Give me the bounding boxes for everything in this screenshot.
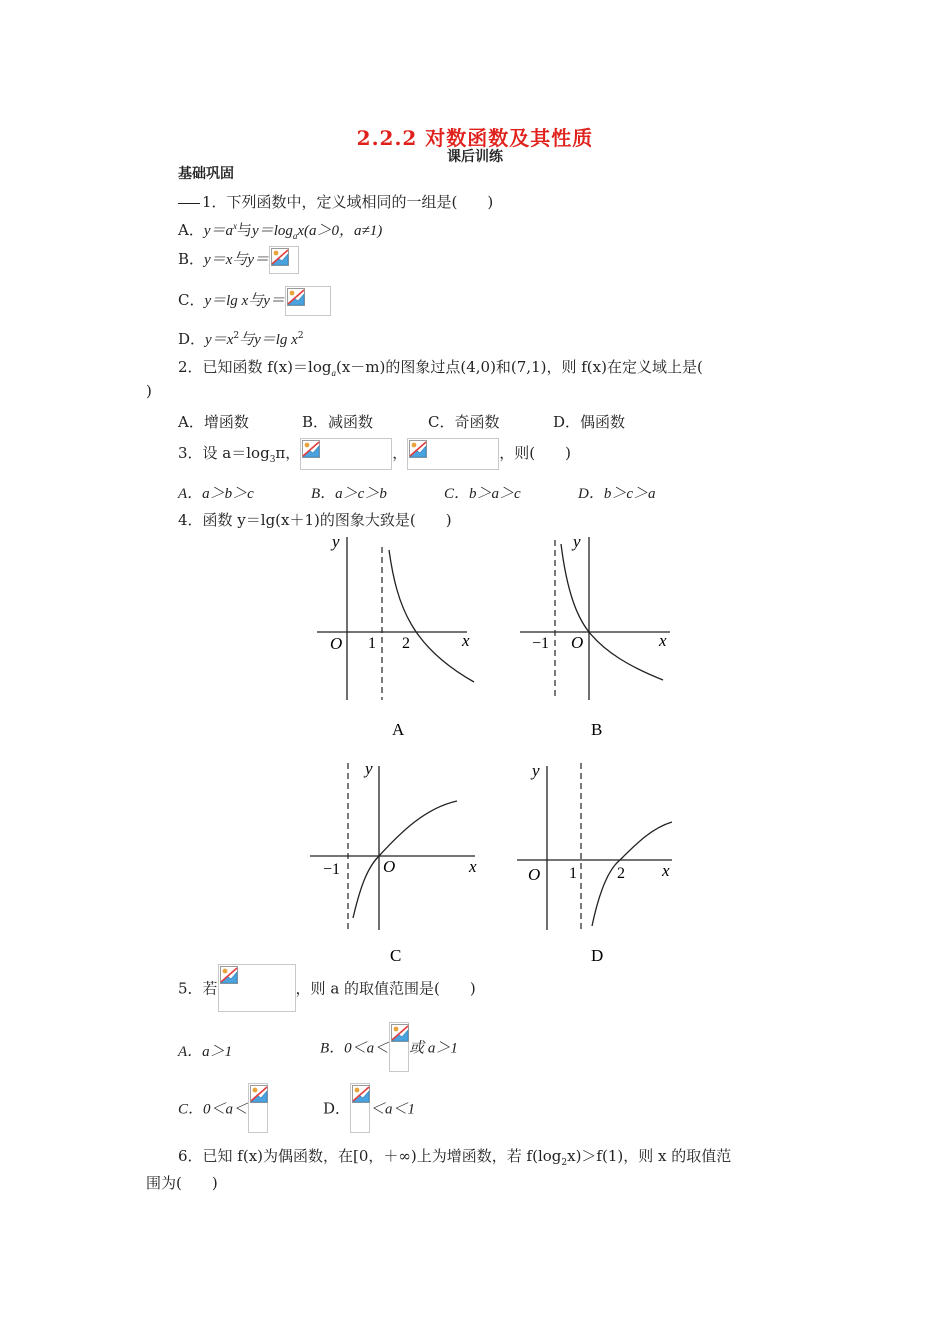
y-label: y (532, 761, 540, 780)
x-label: x (469, 857, 477, 876)
curve (353, 801, 457, 918)
tick-label: −1 (323, 861, 341, 878)
q1-option-b: B．y＝x与y＝ (178, 246, 299, 274)
q5-option-b: B．0＜a＜ 或 a＞1 (320, 1022, 458, 1072)
q3-option-b: B．a＞c＞b (311, 486, 387, 502)
graph-a (312, 532, 487, 742)
q2-stem: 2．已知函数 $f(x)=\log_a(x-m)$的图象过点(4,0)和(7,1)，则 f(x)在定义域上是( (178, 358, 703, 378)
q3-stem: 3．设 $a=\log_3\pi$， ， ，则( ) (178, 438, 571, 470)
missing-image-icon (285, 286, 331, 316)
q1-option-c: C．y＝lg x与y＝ (178, 286, 331, 316)
q4-stem: 4．函数 y＝lg(x＋1)的图象大致是( ) (178, 511, 452, 529)
origin-label: O (330, 634, 343, 653)
q3-option-c: C．b＞a＞c (444, 486, 521, 502)
q5-option-c: C．0＜a＜ (178, 1083, 268, 1133)
tick-label: 2 (617, 865, 625, 882)
q2-option-d: D．偶函数 (553, 413, 626, 431)
curve (561, 544, 663, 680)
q1-dash (178, 203, 200, 204)
q2-option-a: A．增函数 (178, 413, 249, 431)
missing-image-icon (269, 246, 299, 274)
q5-option-d: D． ＜a＜1 (323, 1083, 415, 1133)
q6-stem: 6．已知 f(x)为偶函数，在[0，＋∞)上为增函数，若 $f(\log_2x)>f(1)$，则 x 的取值范 (178, 1147, 732, 1168)
y-label: y (365, 759, 373, 778)
origin-label: O (528, 865, 541, 884)
tick-label: −1 (532, 635, 550, 652)
q2-stem-line2: ) (146, 382, 152, 400)
missing-image-icon (350, 1083, 370, 1133)
q3-option-a: A．a＞b＞c (178, 486, 254, 502)
q2-option-b: B．减函数 (302, 413, 374, 431)
tick-label: 1 (569, 865, 577, 882)
origin-label: O (571, 633, 584, 652)
q2-option-c: C．奇函数 (428, 413, 500, 431)
graph-caption: D (591, 946, 604, 965)
q5-stem: 5．若 ，则 a 的取值范围是( ) (178, 964, 476, 1012)
graph-caption: C (390, 946, 402, 965)
missing-image-icon (389, 1022, 409, 1072)
missing-image-icon (407, 438, 499, 470)
y-label: y (332, 532, 340, 551)
q3-option-d: D．b＞c＞a (578, 486, 656, 502)
graph-c (305, 758, 490, 968)
tick-label: 1 (368, 635, 376, 652)
q6-stem-line2: 围为( ) (146, 1174, 218, 1192)
missing-image-icon (248, 1083, 268, 1133)
q1-option-d: D．$y=x^2$与y＝lg $x^2$ (178, 330, 304, 348)
missing-image-icon (300, 438, 392, 470)
curve (592, 822, 672, 926)
q5-option-a: A．a＞1 (178, 1044, 233, 1060)
graph-caption: B (591, 720, 603, 739)
graph-b (515, 532, 690, 742)
q1-stem: 1．下列函数中，定义域相同的一组是( ) (178, 191, 493, 212)
x-label: x (462, 631, 470, 650)
y-label: y (573, 532, 581, 551)
origin-label: O (383, 857, 396, 876)
x-label: x (659, 631, 667, 650)
curve (389, 550, 474, 682)
q1-option-a: A．$y=a^x$与$y=\log_ax(a>0$，a≠1) (178, 221, 383, 241)
doc-subtitle: 课后训练 (447, 149, 503, 165)
tick-label: 2 (402, 635, 410, 652)
graph-d (512, 758, 687, 968)
x-label: x (662, 861, 670, 880)
doc-title: 2.2.2 对数函数及其性质 (356, 126, 594, 150)
section-heading: 基础巩固 (178, 166, 234, 182)
missing-image-icon (218, 964, 296, 1012)
graph-caption: A (392, 720, 405, 739)
